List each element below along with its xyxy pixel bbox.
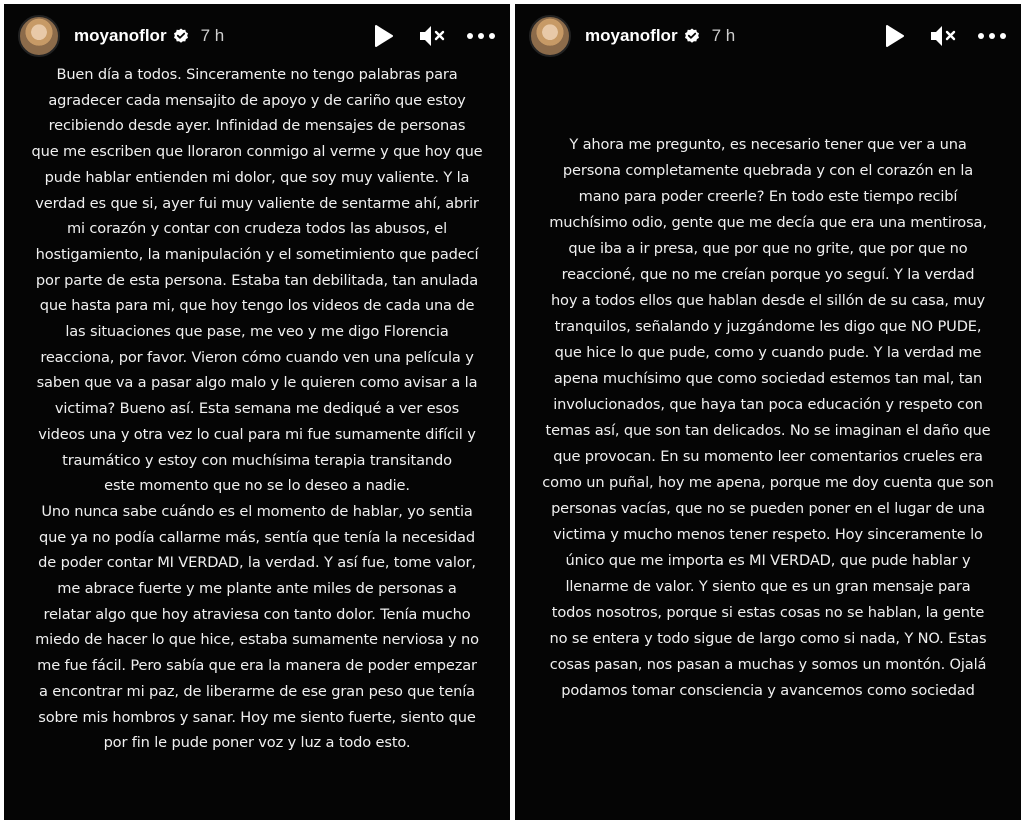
story-text: Y ahora me pregunto, es necesario tener que ver a una persona completamente quebrada y con el corazón en la mano para poder creerle? En todo este tiempo recibí muchísimo odio, gente que me decía que era una mentirosa, que iba a ir presa, que por que no grite, que por que no reaccioné, que no me creían porque yo seguí. Y la verdad hoy a todos ellos que hablan desde el sillón de su casa, muy tranquilos, señalando y juzgándome les digo que NO PUDE, que hice lo que pude, como y cuando pude. Y la verdad me apena muchísimo que como sociedad estemos tan mal, tan involucionados, que haya tan poca educación y respeto con temas así, que son tan delicados. No se imaginan el daño que que provocan. En su momento leer comentarios crueles era como un puñal, hoy me apena, porque me doy cuenta que son personas vacías, que no se pueden poner en el lugar de una victima y mucho menos tener respeto. Hoy sinceramente lo único que me importa es MI VERDAD, que pude hablar y llenarme de valor. Y siento que es un gran mensaje para todos nosotros, porque si estas cosas no se hablan, la gente no se entera y todo sigue de largo como si nada, Y NO. Estas cosas pasan, nos pasan a muchas y somos un montón. Ojalá podamos tomar consciencia y avancemos como sociedad	[542, 136, 994, 699]
more-icon	[977, 23, 1007, 49]
story-controls	[881, 23, 1007, 49]
mute-button[interactable]	[929, 23, 977, 49]
username[interactable]: moyanoflor	[74, 26, 167, 45]
timestamp: 7 h	[200, 26, 225, 45]
username[interactable]: moyanoflor	[585, 26, 678, 45]
story-header	[4, 4, 510, 68]
story-text: Buen día a todos. Sinceramente no tengo palabras para agradecer cada mensajito de apoyo y de cariño que estoy recibiendo desde ayer. Infinidad de mensajes de personas que me escriben que lloraron conmigo al verme y que hoy que pude hablar entienden mi dolor, que soy muy valiente. Y la verdad es que si, ayer fui muy valiente de sentarme ahí, abrir mi corazón y contar con crudeza todos las abusos, el hostigamiento, la manipulación y el sometimiento que padecí por parte de esta persona. Estaba tan debilitada, tan anulada que hasta para mi, que hoy tengo los videos de cada una de las situaciones que pase, me veo y me digo Florencia reacciona, por favor. Vieron cómo cuando ven una película y saben que va a pasar algo malo y le quieren como avisar a la victima? Bueno así. Esta semana me dediqué a ver esos videos una y otra vez lo cual para mi fue sumamente difícil y traumático y estoy con muchísima terapia transitando este momento que no se lo deseo a nadie. Uno nunca sabe cuándo es el momento de hablar, yo sentia que ya no podía callarme más, sentía que tenía la necesidad de poder contar MI VERDAD, la verdad. Y así fue, tome valor, me abrace fuerte y me plante ante miles de personas a relatar algo que hoy atraviesa con tanto dolor. Tenía mucho miedo de hacer lo que hice, estaba sumamente nerviosa y no me fue fácil. Pero sabía que era la manera de poder empezar a encontrar mi paz, de liberarme de ese gran peso que tenía sobre mis hombros y sanar. Hoy me siento fuerte, siento que por fin le pude poner voz y luz a todo esto.	[31, 66, 483, 752]
mute-icon	[929, 23, 957, 49]
story-controls	[370, 23, 496, 49]
verified-icon	[173, 28, 189, 44]
story-panel-left[interactable]	[4, 4, 510, 820]
avatar[interactable]	[529, 15, 571, 57]
verified-icon	[684, 28, 700, 44]
story-panel-right[interactable]	[515, 4, 1021, 820]
story-header	[515, 4, 1021, 68]
play-icon	[881, 23, 907, 49]
mute-button[interactable]	[418, 23, 466, 49]
play-button[interactable]	[881, 23, 929, 49]
timestamp: 7 h	[711, 26, 736, 45]
play-icon	[370, 23, 396, 49]
more-icon	[466, 23, 496, 49]
play-button[interactable]	[370, 23, 418, 49]
avatar[interactable]	[18, 15, 60, 57]
mute-icon	[418, 23, 446, 49]
more-options-button[interactable]	[466, 23, 496, 49]
more-options-button[interactable]	[977, 23, 1007, 49]
